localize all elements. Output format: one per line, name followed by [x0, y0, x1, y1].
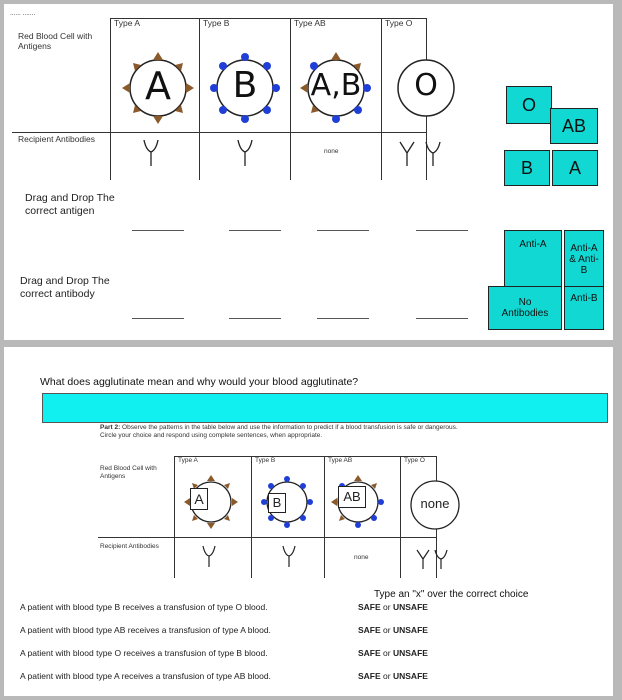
agglutinate-answer-box[interactable] — [42, 393, 608, 423]
safe-choice[interactable]: SAFE — [358, 602, 381, 612]
red-blood-cell-b — [256, 471, 318, 533]
column-header-type-o: Type O — [404, 457, 425, 464]
unsafe-choice[interactable]: UNSAFE — [392, 671, 428, 681]
antibody-tile-no-antibodies[interactable]: No Antibodies — [488, 286, 562, 330]
antibody-y-icon — [398, 140, 416, 168]
antibody-y-icon — [202, 545, 216, 569]
antibody-y-icon — [434, 549, 448, 571]
antigen-drop-slot[interactable] — [132, 230, 184, 231]
choice-3 — [358, 648, 428, 658]
column-header-type-o: Type O — [385, 18, 413, 28]
column-header-type-a: Type A — [178, 457, 198, 464]
or-text: or — [383, 625, 391, 635]
or-text: or — [383, 648, 391, 658]
cell-label-b: B — [268, 493, 286, 513]
antigen-tile-a[interactable]: A — [552, 150, 598, 186]
choice-2 — [358, 625, 428, 635]
table-col-line — [174, 456, 175, 578]
part2-instructions — [100, 424, 460, 440]
unsafe-choice[interactable]: UNSAFE — [392, 625, 428, 635]
unsafe-choice[interactable]: UNSAFE — [392, 602, 428, 612]
table-col-line — [251, 456, 252, 578]
part2-label: Part 2: — [100, 424, 121, 431]
antibody-drop-slot[interactable] — [416, 318, 468, 319]
table-col-line — [324, 456, 325, 578]
row-label-antibodies: Recipient Antibodies — [100, 543, 159, 550]
antigen-drop-slot[interactable] — [229, 230, 281, 231]
transfusion-question-2: A patient with blood type AB receives a transfusion of type A blood. — [20, 625, 271, 635]
row-label-antigens: Red Blood Cell with Antigens — [100, 465, 157, 480]
safe-choice[interactable]: SAFE — [358, 648, 381, 658]
choice-1 — [358, 602, 428, 612]
cell-label-a: A — [145, 64, 171, 108]
worksheet-part2 — [4, 347, 613, 696]
table-col-line — [381, 18, 382, 180]
transfusion-question-4: A patient with blood type A receives a transfusion of type AB blood. — [20, 671, 271, 681]
unsafe-choice[interactable]: UNSAFE — [392, 648, 428, 658]
antibody-drop-slot[interactable] — [229, 318, 281, 319]
header-cutoff-text: ...... ....... — [10, 10, 36, 17]
transfusion-question-3: A patient with blood type O receives a transfusion of type B blood. — [20, 648, 268, 658]
row-label-antibodies: Recipient Antibodies — [18, 134, 96, 144]
antigen-drop-slot[interactable] — [317, 230, 369, 231]
antibody-y-icon — [416, 549, 430, 571]
antibody-y-icon — [282, 545, 296, 569]
antibody-none-text: none — [354, 554, 369, 561]
choice-instruction: Type an "x" over the correct choice — [374, 589, 529, 600]
safe-choice[interactable]: SAFE — [358, 671, 381, 681]
part2-text: Observe the patterns in the table below and use the information to predict if a blood transfusion is safe or dangerous. Circle your choice and respond using complete sentences, when appropriate. — [100, 424, 458, 439]
column-header-type-b: Type B — [255, 457, 276, 464]
cell-label-ab: A,B — [310, 68, 362, 103]
table-col-line — [110, 18, 111, 180]
antibody-y-icon — [236, 138, 254, 168]
table-row-divider — [98, 537, 436, 538]
row-label-antigens: Red Blood Cell with Antigens — [18, 31, 93, 51]
antibody-tile-anti-a[interactable]: Anti-A — [504, 230, 562, 288]
agglutinate-question: What does agglutinate mean and why would your blood agglutinate? — [40, 376, 359, 388]
table-col-line — [400, 456, 401, 578]
choice-4 — [358, 671, 428, 681]
or-text: or — [383, 602, 391, 612]
antibody-y-icon — [424, 140, 442, 168]
column-header-type-b: Type B — [203, 18, 230, 28]
column-header-type-a: Type A — [114, 18, 140, 28]
antigen-drop-slot[interactable] — [416, 230, 468, 231]
column-header-type-ab: Type AB — [294, 18, 326, 28]
antigen-tile-ab[interactable]: AB — [550, 108, 598, 144]
antibody-tile-anti-a-and-anti-b[interactable]: Anti-A & Anti-B — [564, 230, 604, 288]
antigen-tile-b[interactable]: B — [504, 150, 550, 186]
table-top-border — [110, 18, 426, 19]
drag-antibody-label: Drag and Drop The correct antibody — [20, 275, 110, 300]
column-header-type-ab: Type AB — [328, 457, 353, 464]
antibody-y-icon — [142, 138, 160, 168]
antibody-drop-slot[interactable] — [132, 318, 184, 319]
table-col-line — [290, 18, 291, 180]
cell-label-ab: AB — [338, 486, 366, 508]
safe-choice[interactable]: SAFE — [358, 625, 381, 635]
table-top-border — [174, 456, 436, 457]
antibody-none-text: none — [324, 148, 339, 155]
worksheet-part1 — [4, 4, 613, 340]
drag-antigen-label: Drag and Drop The correct antigen — [25, 192, 115, 217]
antibody-tile-anti-b[interactable]: Anti-B — [564, 286, 604, 330]
cell-label-none: none — [420, 496, 450, 511]
table-row-divider — [12, 132, 426, 133]
cell-label-o: O — [414, 68, 438, 103]
transfusion-question-1: A patient with blood type B receives a transfusion of type O blood. — [20, 602, 268, 612]
cell-label-b: B — [232, 65, 258, 106]
antibody-drop-slot[interactable] — [317, 318, 369, 319]
or-text: or — [383, 671, 391, 681]
antigen-tile-o[interactable]: O — [506, 86, 552, 124]
cell-label-a: A — [190, 488, 208, 510]
